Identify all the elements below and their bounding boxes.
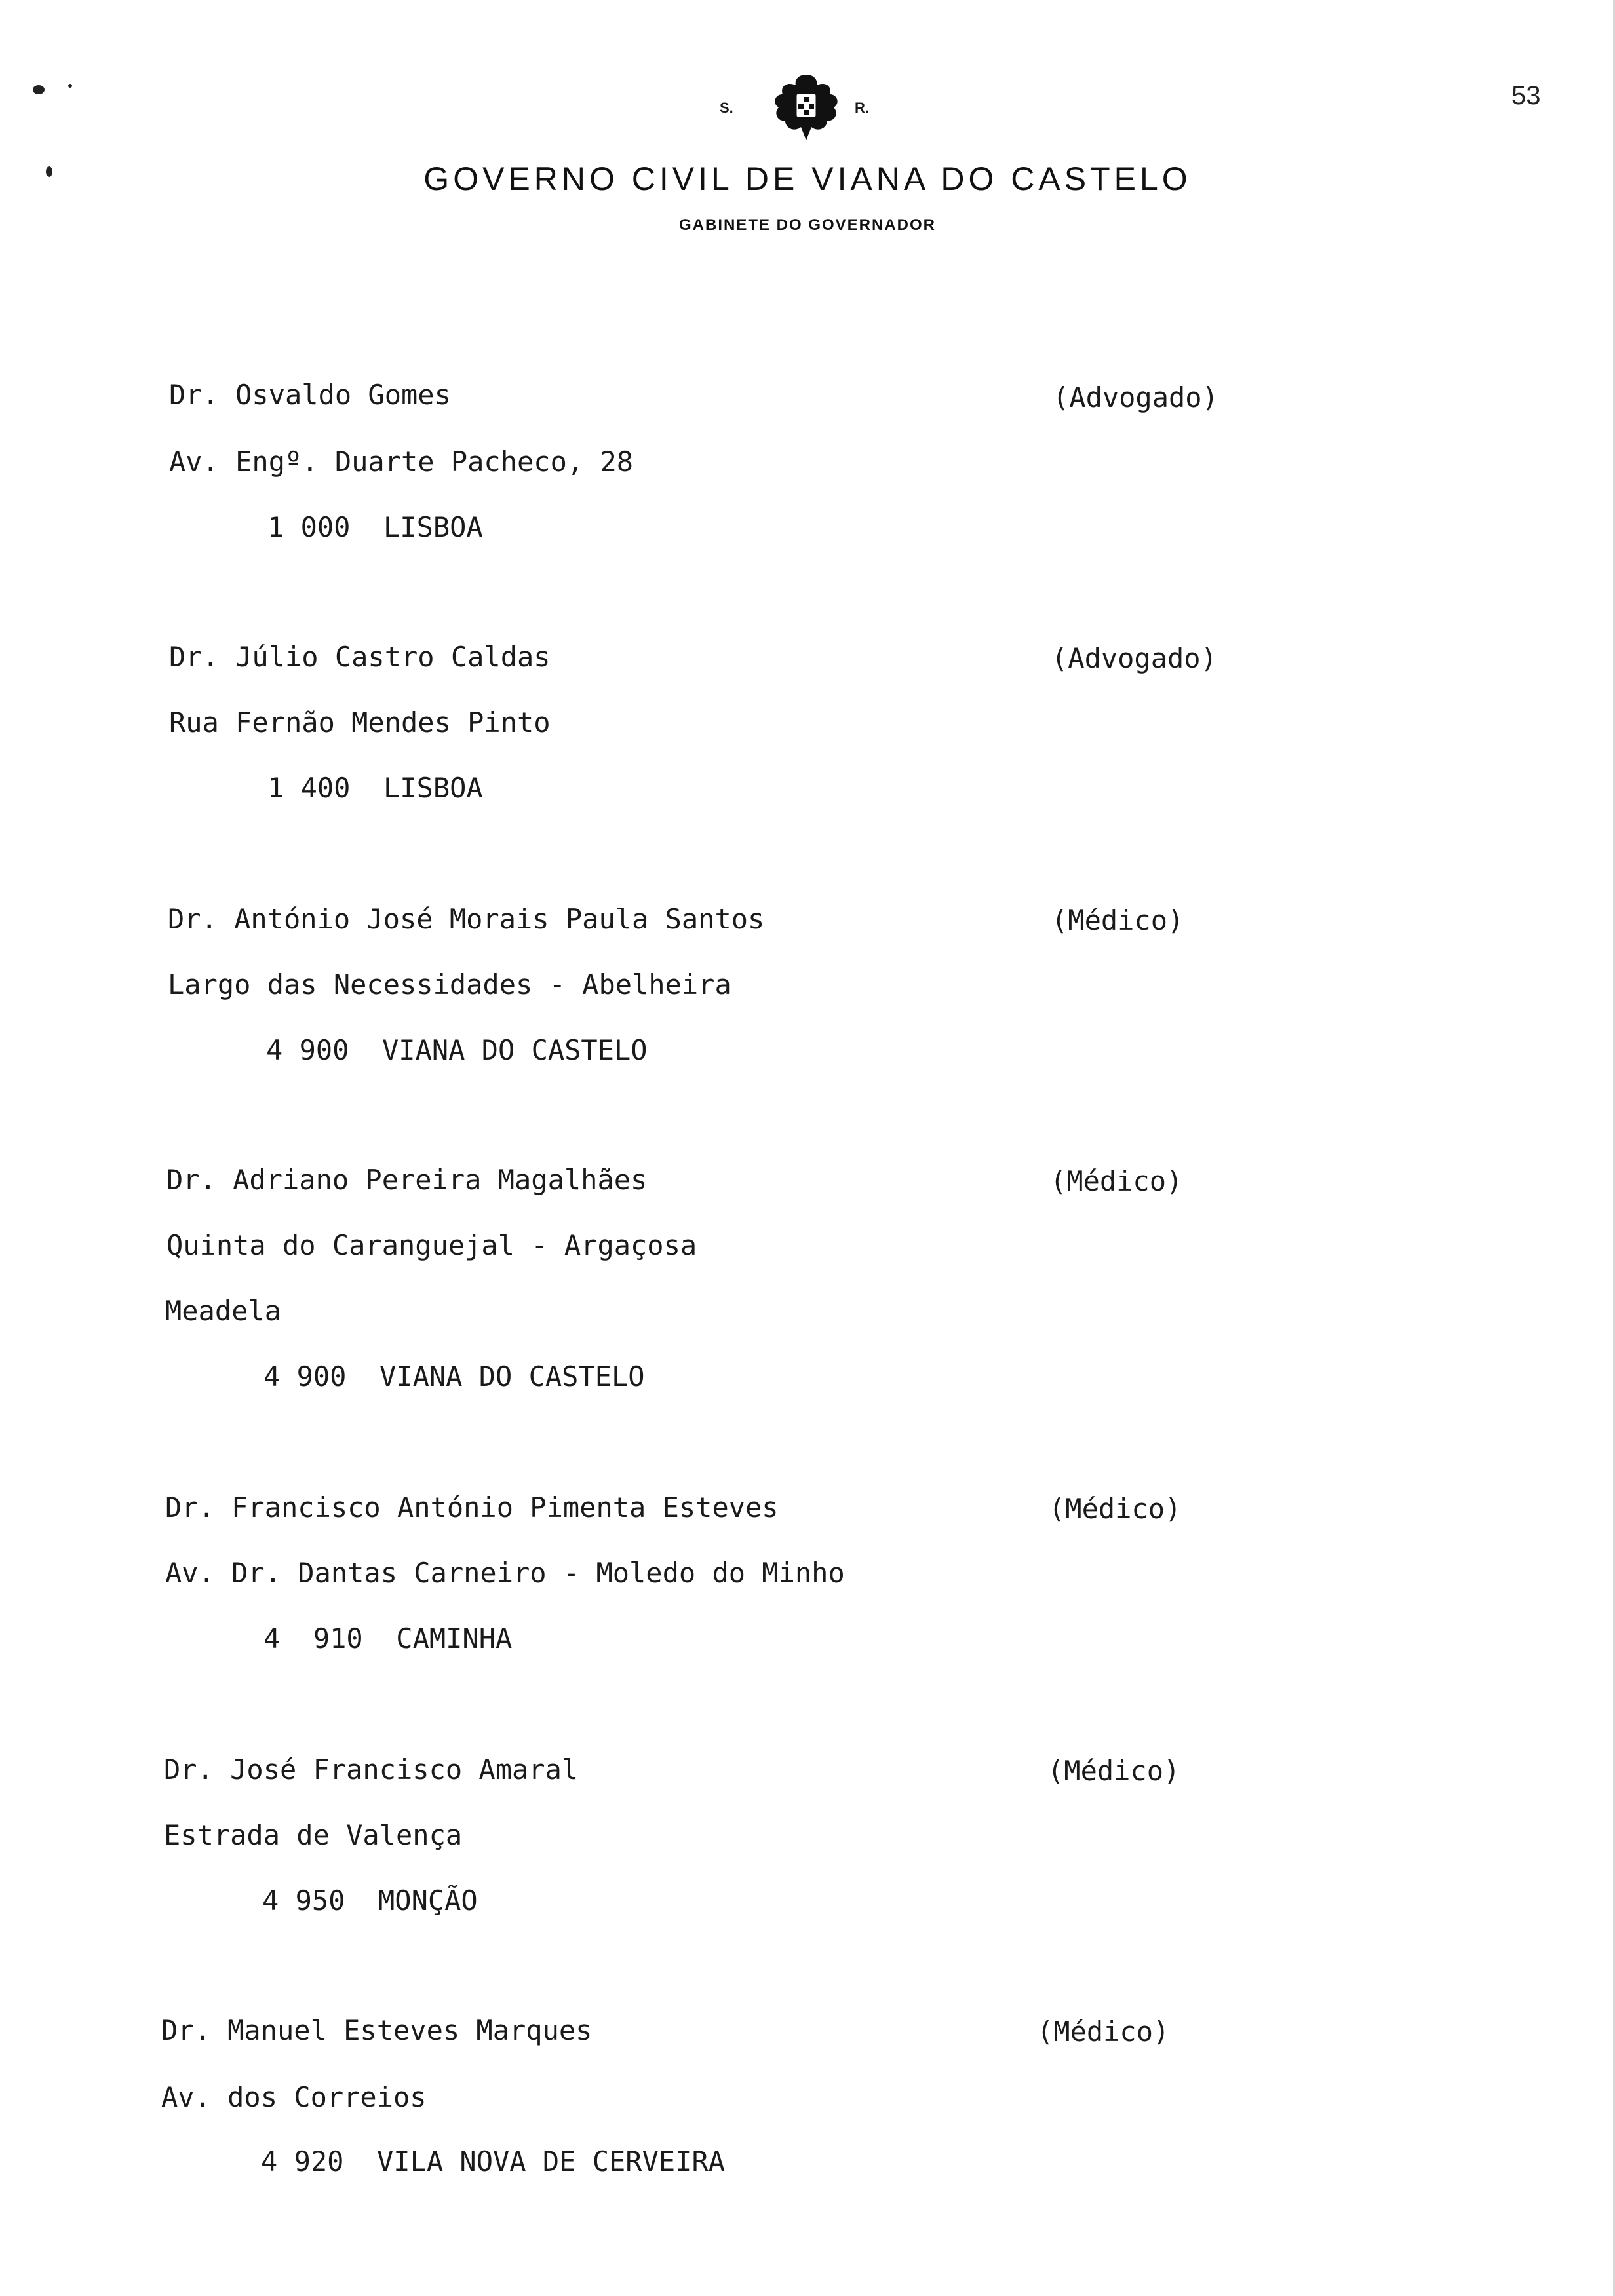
contact-address: Estrada de Valença — [164, 1819, 463, 1851]
crest-letter-r: R. — [855, 100, 869, 116]
contact-profession: (Advogado) — [1053, 381, 1218, 413]
contact-postal: 4 900 VIANA DO CASTELO — [263, 1360, 645, 1392]
crest-letter-s: S. — [720, 100, 733, 116]
contact-postal: 4 900 VIANA DO CASTELO — [266, 1034, 648, 1066]
contact-name: Dr. Manuel Esteves Marques — [161, 2014, 593, 2046]
contact-profession: (Médico) — [1037, 2016, 1170, 2048]
contact-profession: (Médico) — [1049, 1493, 1182, 1525]
contact-name: Dr. José Francisco Amaral — [164, 1753, 579, 1786]
contact-profession: (Médico) — [1050, 1165, 1183, 1197]
letterhead-subtitle: GABINETE DO GOVERNADOR — [678, 216, 937, 234]
contact-address: Av. Dr. Dantas Carneiro - Moledo do Minho — [165, 1557, 845, 1589]
contact-address: Meadela — [165, 1295, 282, 1327]
contact-address: Largo das Necessidades - Abelheira — [168, 968, 731, 1001]
contact-address: Quinta do Caranguejal - Argaçosa — [166, 1229, 697, 1261]
contact-postal: 4 950 MONÇÃO — [262, 1885, 478, 1917]
letterhead-title: GOVERNO CIVIL DE VIANA DO CASTELO — [423, 161, 1192, 197]
scan-mark — [33, 85, 45, 94]
contact-address: Av. Engº. Duarte Pacheco, 28 — [169, 446, 634, 478]
scan-mark — [68, 84, 72, 88]
contact-postal: 4 910 CAMINHA — [263, 1622, 513, 1655]
contact-name: Dr. Adriano Pereira Magalhães — [166, 1164, 648, 1196]
contact-name: Dr. Francisco António Pimenta Esteves — [165, 1491, 779, 1523]
contact-name: Dr. António José Morais Paula Santos — [168, 903, 765, 935]
coat-of-arms-icon — [747, 72, 865, 144]
contact-name: Dr. Osvaldo Gomes — [169, 379, 451, 411]
contact-address: Av. dos Correios — [161, 2081, 427, 2113]
contact-postal: 1 400 LISBOA — [267, 772, 483, 804]
page-number: 53 — [1511, 81, 1541, 110]
contact-profession: (Médico) — [1047, 1755, 1180, 1787]
contact-address: Rua Fernão Mendes Pinto — [169, 706, 551, 738]
contact-postal: 1 000 LISBOA — [267, 511, 483, 543]
contact-postal: 4 920 VILA NOVA DE CERVEIRA — [261, 2145, 726, 2177]
contact-name: Dr. Júlio Castro Caldas — [169, 641, 551, 673]
contact-profession: (Advogado) — [1051, 642, 1217, 674]
contact-profession: (Médico) — [1051, 904, 1184, 936]
